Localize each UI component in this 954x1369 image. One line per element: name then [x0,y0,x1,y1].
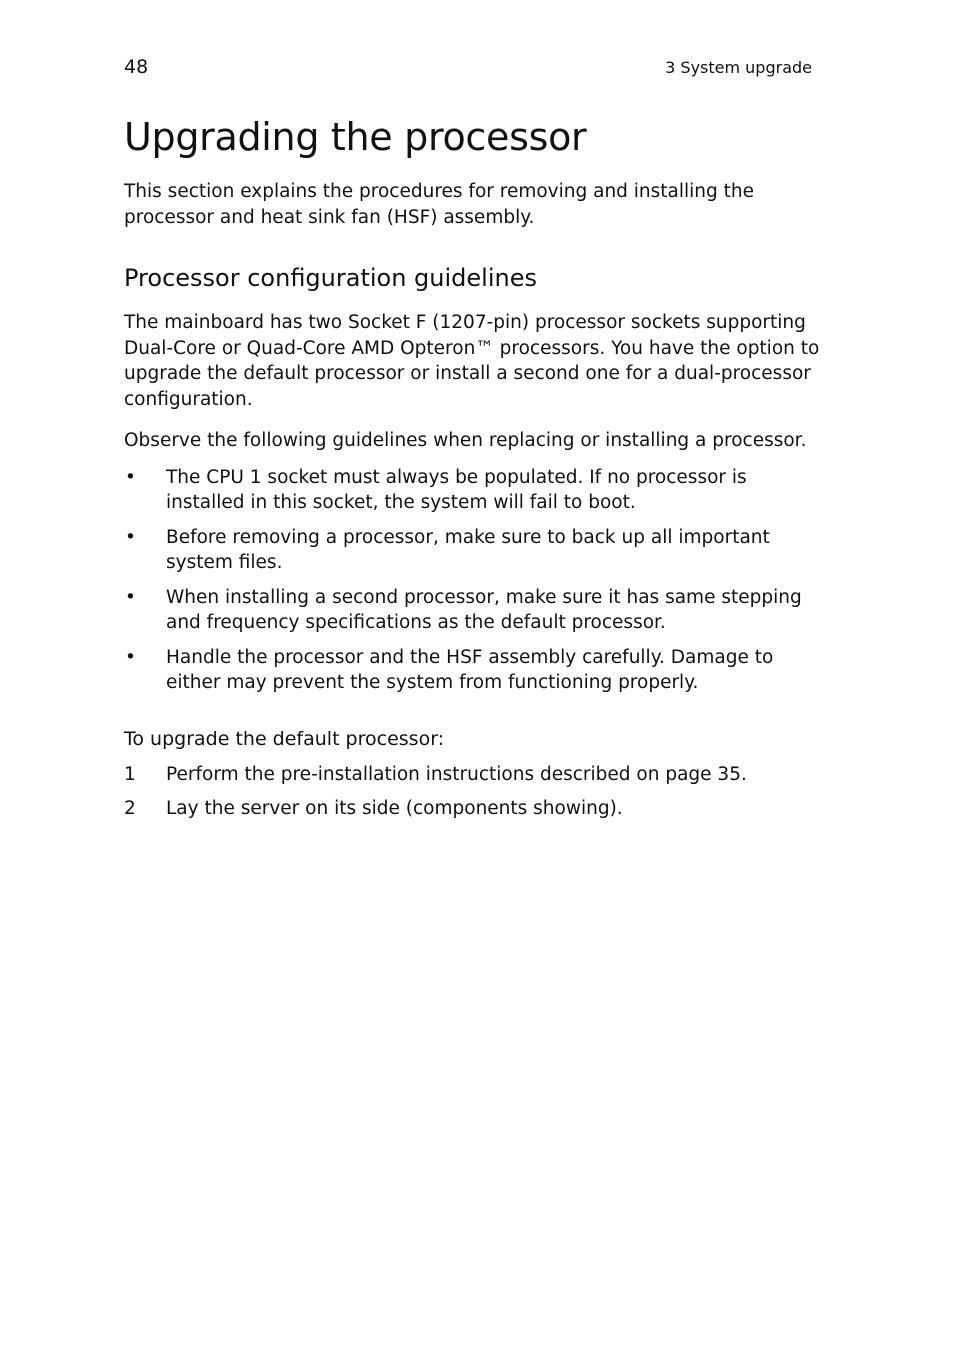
intro-paragraph: This section explains the procedures for removing and installing the processor and heat sink fan (HSF) assembly. [124,181,755,228]
step-item [124,762,824,787]
guidelines-intro-paragraph: Observe the following guidelines when replacing or installing a processor. [124,430,807,451]
procedure-steps [124,762,824,821]
page-title: Upgrading the processor [124,115,587,159]
list-item [124,525,824,575]
list-item-text: Before removing a processor, make sure to back up all important system files. [166,526,770,573]
bullet-icon: • [125,586,136,608]
step-item [124,796,824,821]
list-item-text: The CPU 1 socket must always be populated. If no processor is installed in this socket, the system will fail to boot. [166,466,747,513]
bullet-icon: • [125,466,136,488]
list-item-text: Handle the processor and the HSF assembly carefully. Damage to either may prevent the system from functioning properly. [166,646,774,693]
step-number: 1 [124,763,136,785]
procedure-heading: To upgrade the default processor: [124,727,445,750]
list-item-text: When installing a second processor, make sure it has same stepping and frequency specifications as the default processor. [166,586,802,633]
guidelines-list [124,465,824,695]
step-text: Perform the pre-installation instructions described on page 35. [166,763,747,785]
section-heading: Processor configuration guidelines [124,264,537,292]
step-text: Lay the server on its side (components showing). [166,797,623,819]
step-number: 2 [124,797,136,819]
list-item [124,465,824,515]
page-number: 48 [124,56,149,78]
bullet-icon: • [125,526,136,548]
bullet-icon: • [125,646,136,668]
list-item [124,645,824,695]
chapter-header: 3 System upgrade [665,58,812,77]
mainboard-paragraph: The mainboard has two Socket F (1207-pin) processor sockets supporting Dual-Core or Quad-Core AMD Opteron™ processors. You have the option to upgrade the default processor or install a second one for a dual-processor configuration. [124,312,820,410]
list-item [124,585,824,635]
page-content [124,112,824,830]
